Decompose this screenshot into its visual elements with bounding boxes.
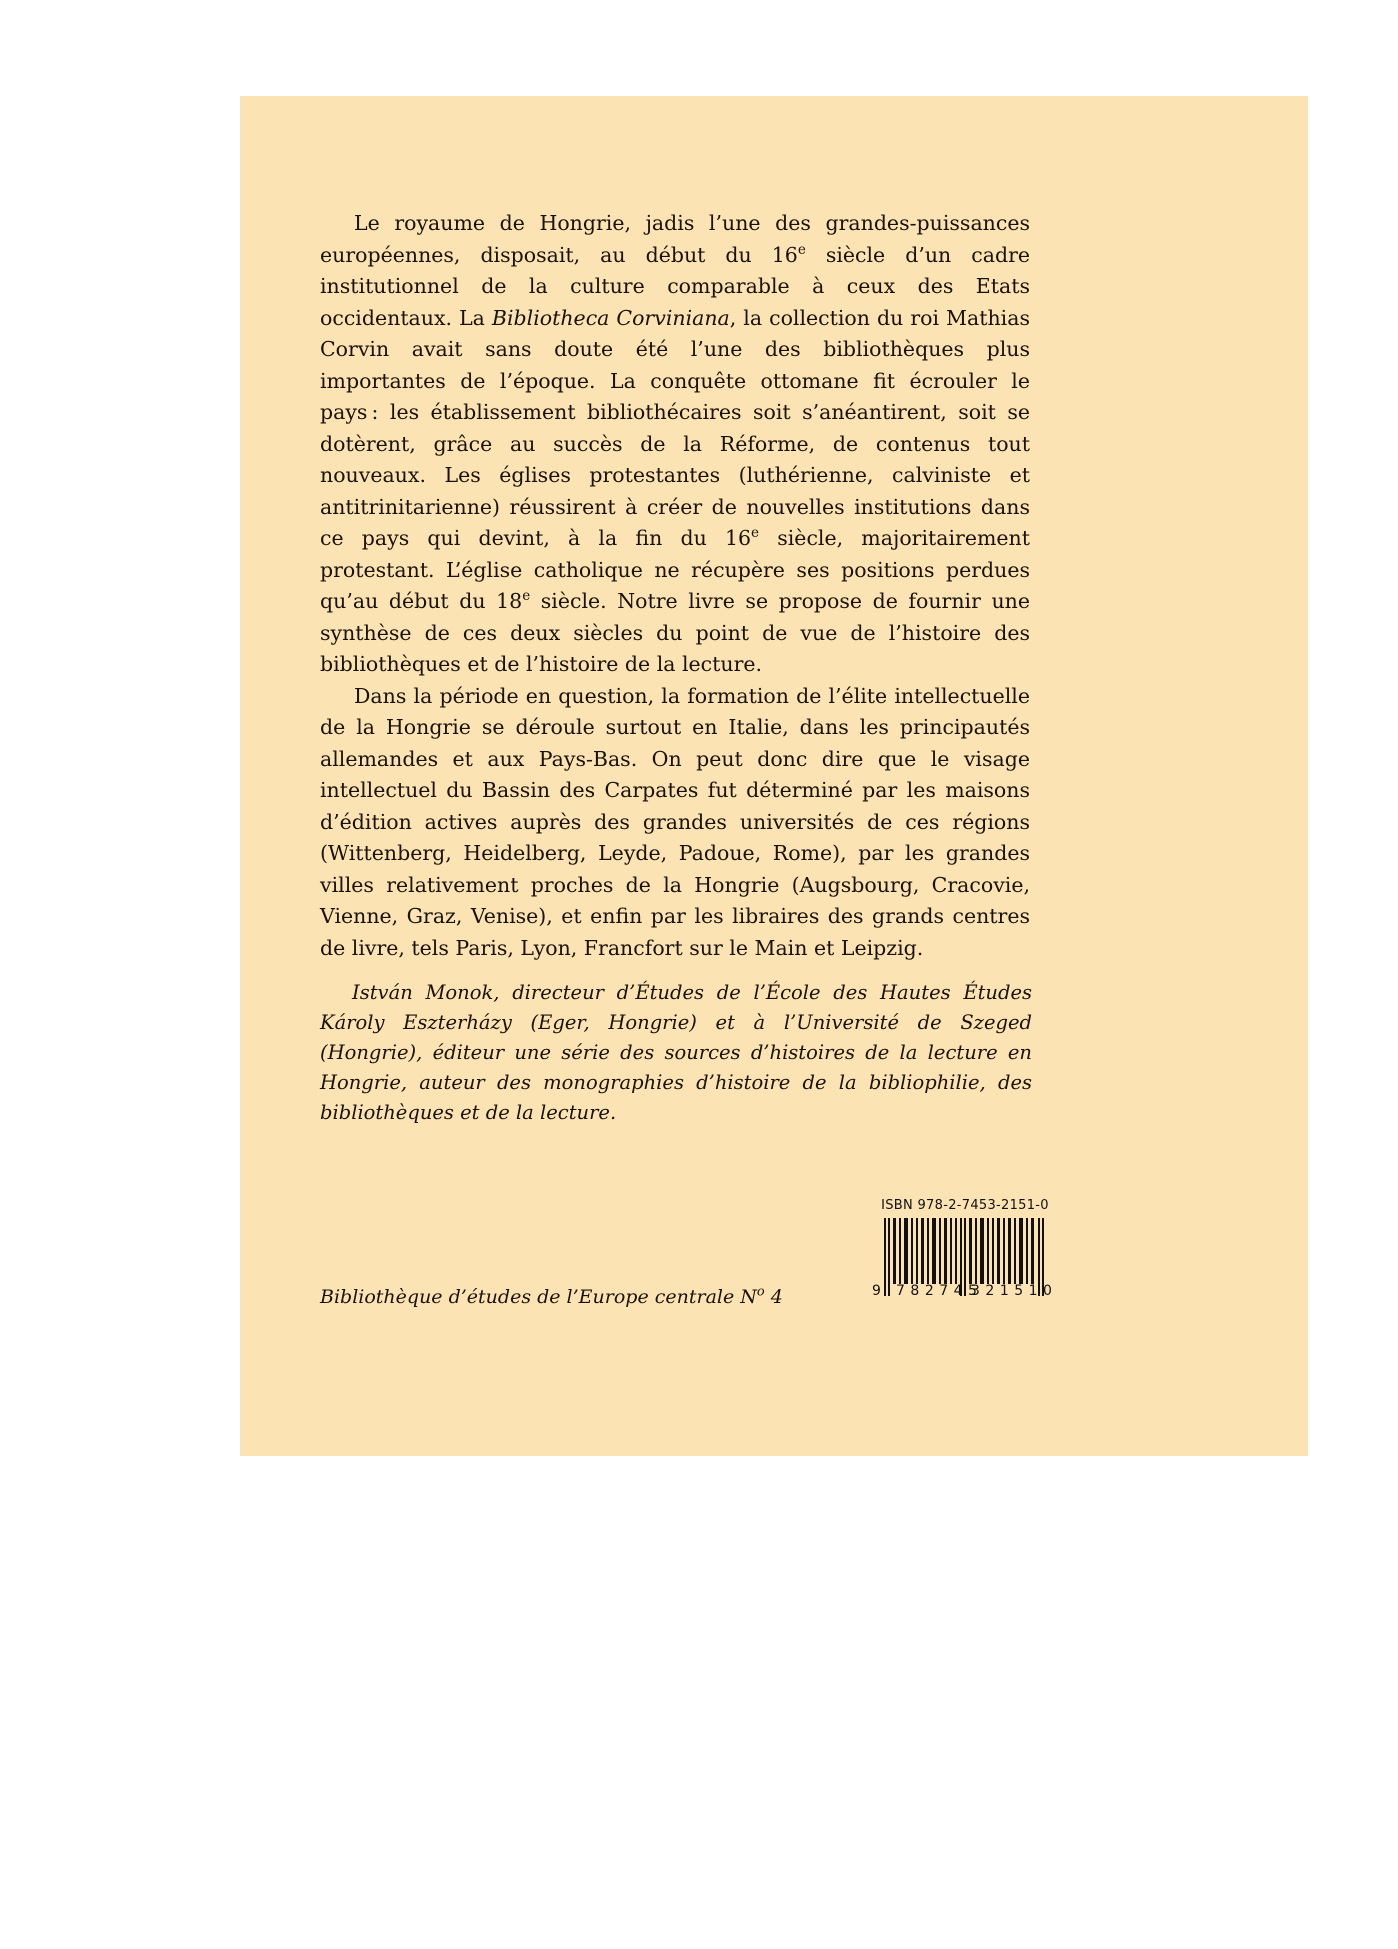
blurb-p1-ordinal-1: e (797, 241, 806, 258)
barcode-digits (870, 1284, 1056, 1298)
series-label: Bibliothèque d’études de l’Europe centrale N (320, 1286, 757, 1308)
blurb-p1-ordinal-2: e (751, 525, 760, 542)
blurb-text-block (320, 208, 1030, 964)
back-cover-page (240, 96, 1308, 1456)
blurb-p1-part-b: siècle d’un cadre institutionnel de la culture comparable à ceux des Etats occidentaux. La (320, 242, 1030, 330)
blurb-paragraph-2: Dans la période en question, la formation de l’élite intellectuelle de la Hongrie se déroule surtout en Italie, dans les principautés allemandes et aux Pays-Bas. On peut donc dire que le visage intellectuel du Bassin des Carpates fut déterminé par les maisons d’édition actives auprès des grandes universités de ces régions (Wittenberg, Heidelberg, Leyde, Padoue, Rome), par les grandes villes relativement proches de la Hongrie (Augsbourg, Cracovie, Vienne, Graz, Venise), et enfin par les libraires des grands centres de livre, tels Paris, Lyon, Francfort sur le Main et Leipzig. (320, 683, 1030, 960)
barcode-group-1: 782745 (896, 1283, 983, 1299)
barcode-group-2: 321510 (971, 1283, 1058, 1299)
series-ordinal: o (756, 1284, 765, 1300)
isbn-label: ISBN (881, 1198, 914, 1213)
blurb-p1-ordinal-3: e (522, 588, 531, 605)
series-number: 4 (764, 1286, 783, 1308)
author-bio-text: István Monok, directeur d’Études de l’École des Hautes Études Károly Eszterházy (Eger, Hongrie) et à l’Université de Szeged (Hongrie), éditeur une série des sources d’histoires de la lecture en Hongrie, auteur des monographies d’histoire de la bibliophilie, des bibliothèques et de la lecture. (320, 981, 1032, 1124)
blurb-p1-part-a: Le royaume de Hongrie, jadis l’une des grandes-puissances européennes, disposait, au début du 16 (320, 211, 1030, 267)
author-bio-block (320, 978, 1032, 1128)
blurb-p1-part-e: siècle. Notre livre se propose de fournir une synthèse de ces deux siècles du point de vue de l’histoire des bibliothèques et de l’histoire de la lecture. (320, 589, 1031, 676)
book-title-corviniana: Bibliotheca Corviniana (491, 305, 730, 330)
blurb-paragraph-1 (320, 208, 1030, 681)
isbn-value: 978-2-7453-2151-0 (917, 1198, 1049, 1213)
barcode-block (870, 1198, 1060, 1299)
blurb-p1-part-c: , la collection du roi Mathias Corvin avait sans doute été l’une des bibliothèques plus importantes de l’époque. La conquête ottomane fit écrouler le pays : les établissement bibliothécaires soit s’anéantirent, soit se dotèrent, grâce au succès de la Réforme, de contenus tout nouveaux. Les églises protestantes (luthérienne, calviniste et antitrinitarienne) réussirent à créer de nouvelles institutions dans ce pays qui devint, à la fin du 16 (320, 305, 1030, 550)
isbn-text (870, 1198, 1060, 1213)
series-line (320, 1286, 783, 1308)
blurb-p1-part-d: siècle, majoritairement protestant. L’église catholique ne récupère ses positions perdues qu’au début du 18 (320, 526, 1030, 613)
ean13-barcode (870, 1218, 1058, 1299)
barcode-lead-digit: 9 (872, 1283, 881, 1299)
